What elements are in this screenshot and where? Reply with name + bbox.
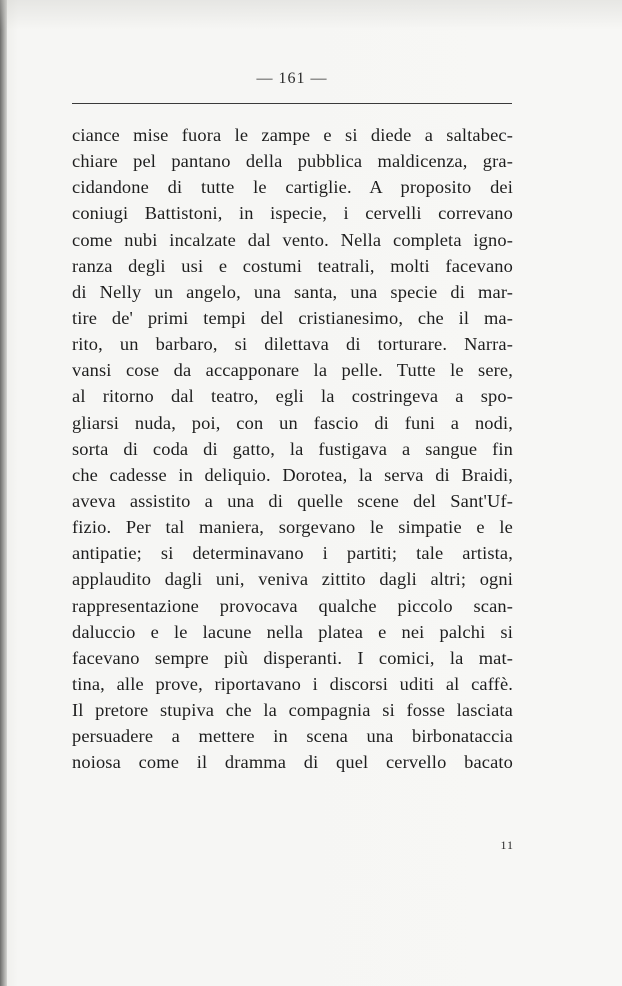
text-line: vansi cose da accapponare la pelle. Tutte le sere, — [72, 360, 513, 381]
text-line: gliarsi nuda, poi, con un fascio di funi a nodi, — [72, 412, 513, 433]
text-line: daluccio e le lacune nella platea e nei palchi si — [72, 621, 513, 642]
text-line: rappresentazione provocava qualche piccolo scan- — [72, 595, 513, 616]
text-line: applaudito dagli uni, veniva zittito dagli altri; ogni — [72, 569, 513, 590]
text-line: rito, un barbaro, si dilettava di torturare. Narra- — [72, 334, 513, 355]
text-line: cidandone di tutte le cartiglie. A proposito dei — [72, 177, 513, 198]
text-line: aveva assistito a una di quelle scene del Sant'Uf- — [72, 490, 513, 511]
text-line: fizio. Per tal maniera, sorgevano le simpatie e le — [72, 517, 513, 538]
text-line: persuadere a mettere in scena una birbonataccia — [72, 726, 513, 747]
text-line: come nubi incalzate dal vento. Nella completa igno- — [72, 229, 513, 250]
text-line: Il pretore stupiva che la compagnia si fosse lasciata — [72, 700, 513, 721]
text-line: al ritorno dal teatro, egli la costringeva a spo- — [72, 386, 513, 407]
text-line: tire de' primi tempi del cristianesimo, che il ma- — [72, 307, 513, 328]
text-line: tina, alle prove, riportavano i discorsi uditi al caffè. — [72, 673, 513, 694]
binding-edge — [0, 0, 7, 986]
text-line: di Nelly un angelo, una santa, una specie di mar- — [72, 281, 513, 302]
text-line: che cadesse in deliquio. Dorotea, la serva di Braidi, — [72, 464, 513, 485]
text-line: coniugi Battistoni, in ispecie, i cervelli correvano — [72, 203, 513, 224]
text-line: ranza degli usi e costumi teatrali, molti facevano — [72, 255, 513, 276]
text-line: ciance mise fuora le zampe e si diede a saltabec- — [72, 125, 513, 145]
text-line: facevano sempre più disperanti. I comici, la mat- — [72, 647, 513, 668]
text-line: antipatie; si determinavano i partiti; tale artista, — [72, 543, 513, 564]
signature-mark: 11 — [500, 838, 514, 852]
text-line: noiosa come il dramma di quel cervello bacato — [72, 752, 513, 773]
page-top-shade — [0, 0, 622, 30]
text-line: sorta di coda di gatto, la fustigava a sangue fin — [72, 438, 513, 459]
text-line: chiare pel pantano della pubblica maldicenza, gra- — [72, 151, 513, 172]
header-rule — [72, 103, 512, 104]
body-text — [72, 122, 513, 776]
page-number-header: — 161 — — [256, 70, 328, 87]
